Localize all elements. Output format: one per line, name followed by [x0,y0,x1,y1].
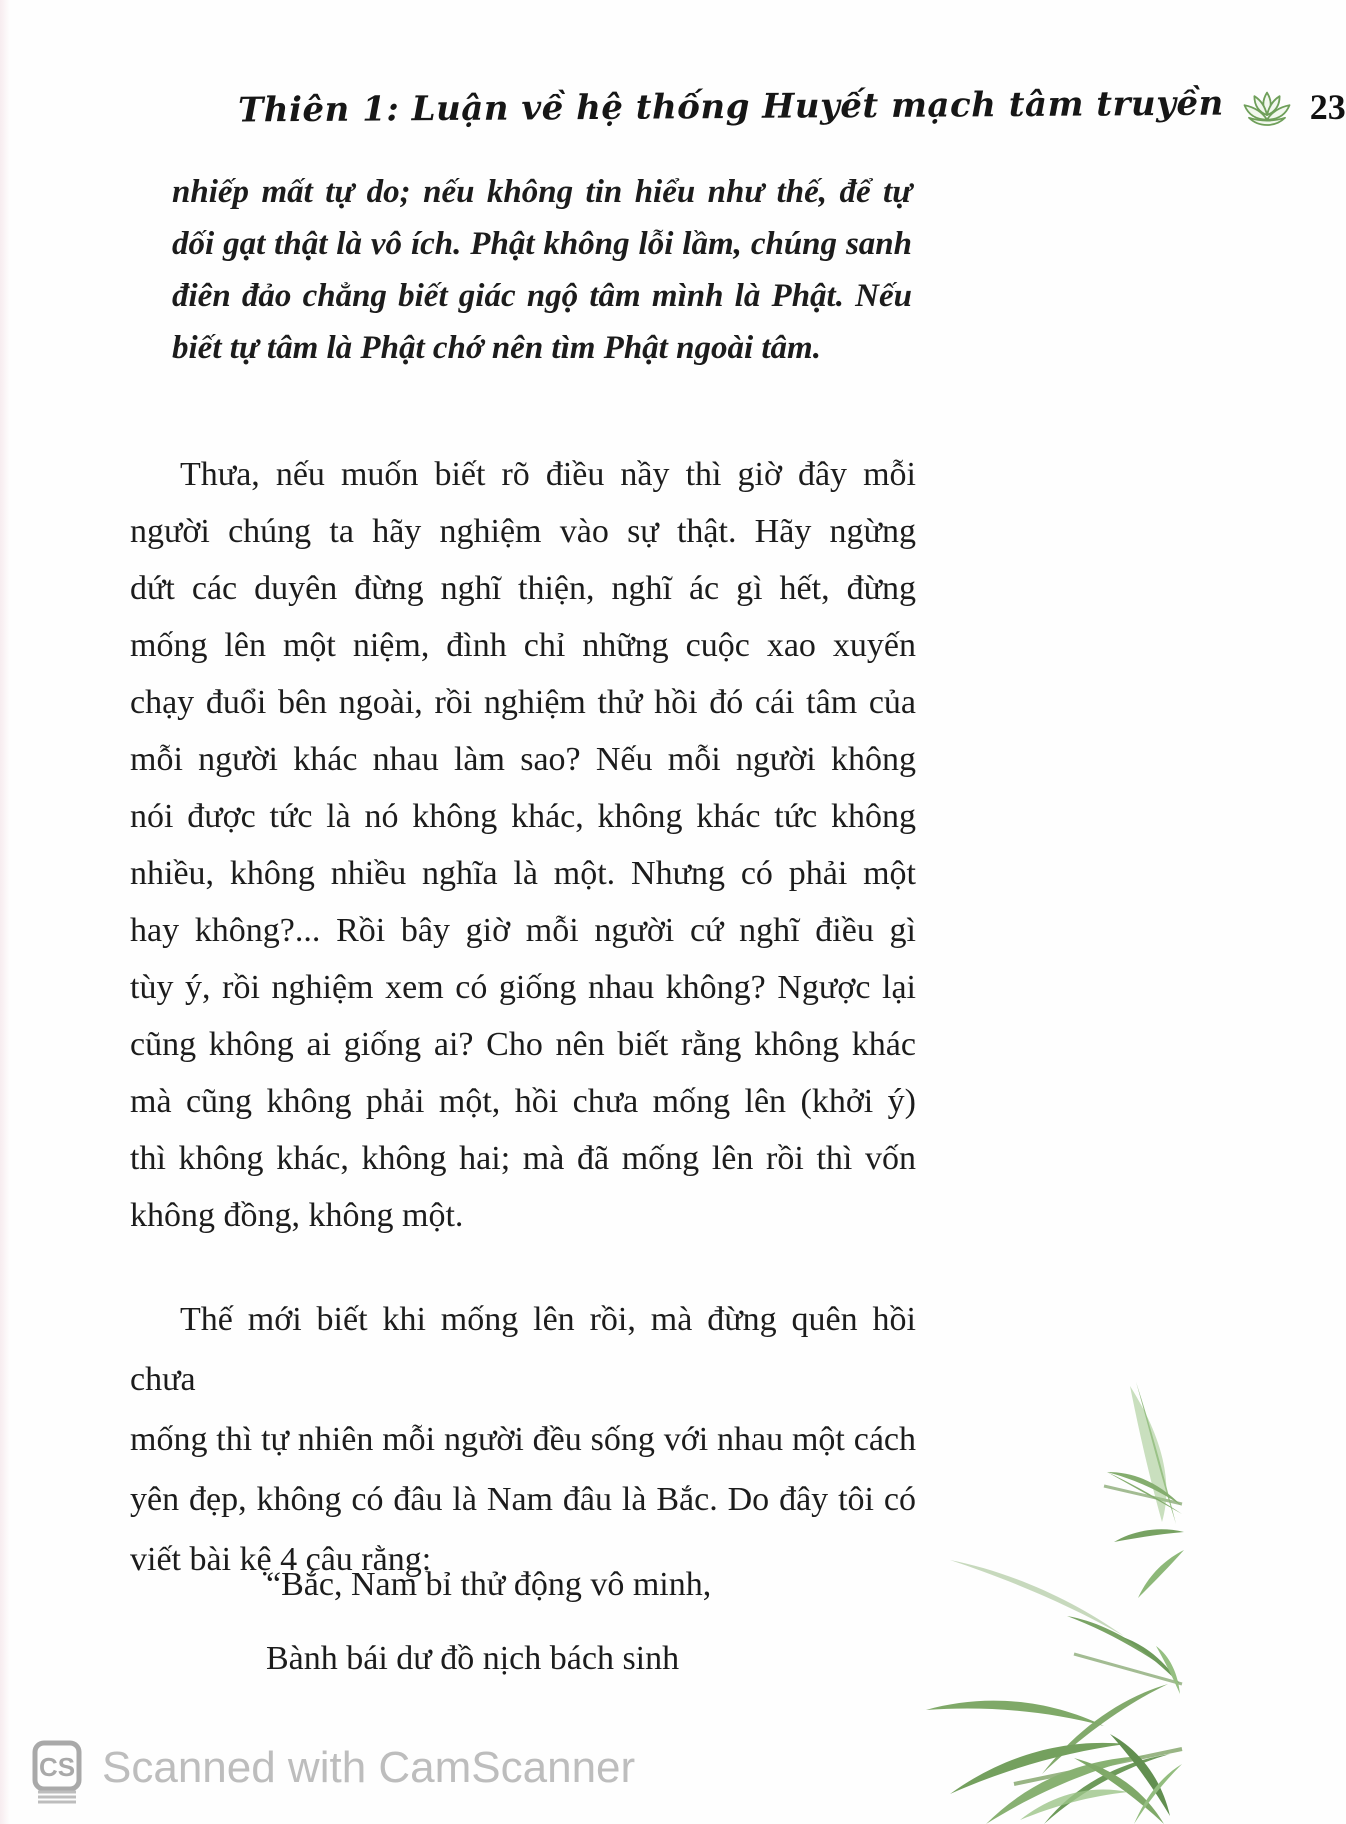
text-line: hay không?... Rồi bây giờ mỗi người cứ nghĩ điều gì [130,912,916,949]
text-line: cũng không ai giống ai? Cho nên biết rằng không khác [130,1026,916,1063]
text-line: nhiều, không nhiều nghĩa là một. Nhưng có phải một [130,855,916,892]
text-line: yên đẹp, không có đâu là Nam đâu là Bắc. Do đây tôi có [130,1481,916,1518]
running-header [237,72,1346,142]
bamboo-leaves-icon [924,1354,1184,1824]
text-line: viết bài kệ 4 câu rằng: [130,1541,432,1578]
text-line: nói được tức là nó không khác, không khác tức không [130,798,916,835]
text-line: nhiếp mất tự do; nếu không tin hiểu như thế, để tự [172,174,912,210]
body-paragraph-1 [130,446,916,1244]
page-left-edge-shadow [0,0,10,1824]
text-line: mỗi người khác nhau làm sao? Nếu mỗi người không [130,741,916,778]
text-line: dối gạt thật là vô ích. Phật không lỗi lầm, chúng sanh [172,226,912,262]
text-line: thì không khác, không hai; mà đã mống lên rồi thì vốn [130,1140,916,1177]
text-line: biết tự tâm là Phật chớ nên tìm Phật ngoài tâm. [172,330,821,366]
text-line: điên đảo chẳng biết giác ngộ tâm mình là Phật. Nếu [172,278,912,314]
text-line: dứt các duyên đừng nghĩ thiện, nghĩ ác gì hết, đừng [130,570,916,607]
body-paragraph-2 [130,1290,916,1590]
camscanner-logo-icon [32,1740,82,1804]
watermark-text: Scanned with CamScanner [102,1743,636,1792]
chapter-title: Thiên 1: Luận về hệ thống Huyết mạch tâm truyền [237,83,1224,131]
lotus-icon [1240,87,1294,127]
text-line: Bành bái dư đồ nịch bách sinh [266,1640,680,1677]
text-line: không đồng, không một. [130,1197,464,1234]
verse-quatrain [266,1548,826,1696]
intro-bold-paragraph [172,166,912,374]
text-line: chạy đuổi bên ngoài, rồi nghiệm thử hồi đó cái tâm của [130,684,916,721]
camscanner-watermark [32,1740,635,1810]
text-line: mống thì tự nhiên mỗi người đều sống với nhau một cách [130,1421,916,1458]
text-line: mà cũng không phải một, hồi chưa mống lên (khởi ý) [130,1083,916,1120]
text-line: Thưa, nếu muốn biết rõ điều nầy thì giờ đây mỗi [180,456,916,493]
text-line: mống lên một niệm, đình chỉ những cuộc xao xuyến [130,627,916,664]
text-line: Thế mới biết khi mống lên rồi, mà đừng quên hồi chưa [130,1301,916,1398]
text-line: người chúng ta hãy nghiệm vào sự thật. Hãy ngừng [130,513,916,550]
page-number: 23 [1309,87,1346,127]
text-line: “Bắc, Nam bỉ thử động vô minh, [266,1566,712,1603]
camscanner-logo-text: CS [38,1752,76,1782]
text-line: tùy ý, rồi nghiệm xem có giống nhau không? Ngược lại [130,969,916,1006]
